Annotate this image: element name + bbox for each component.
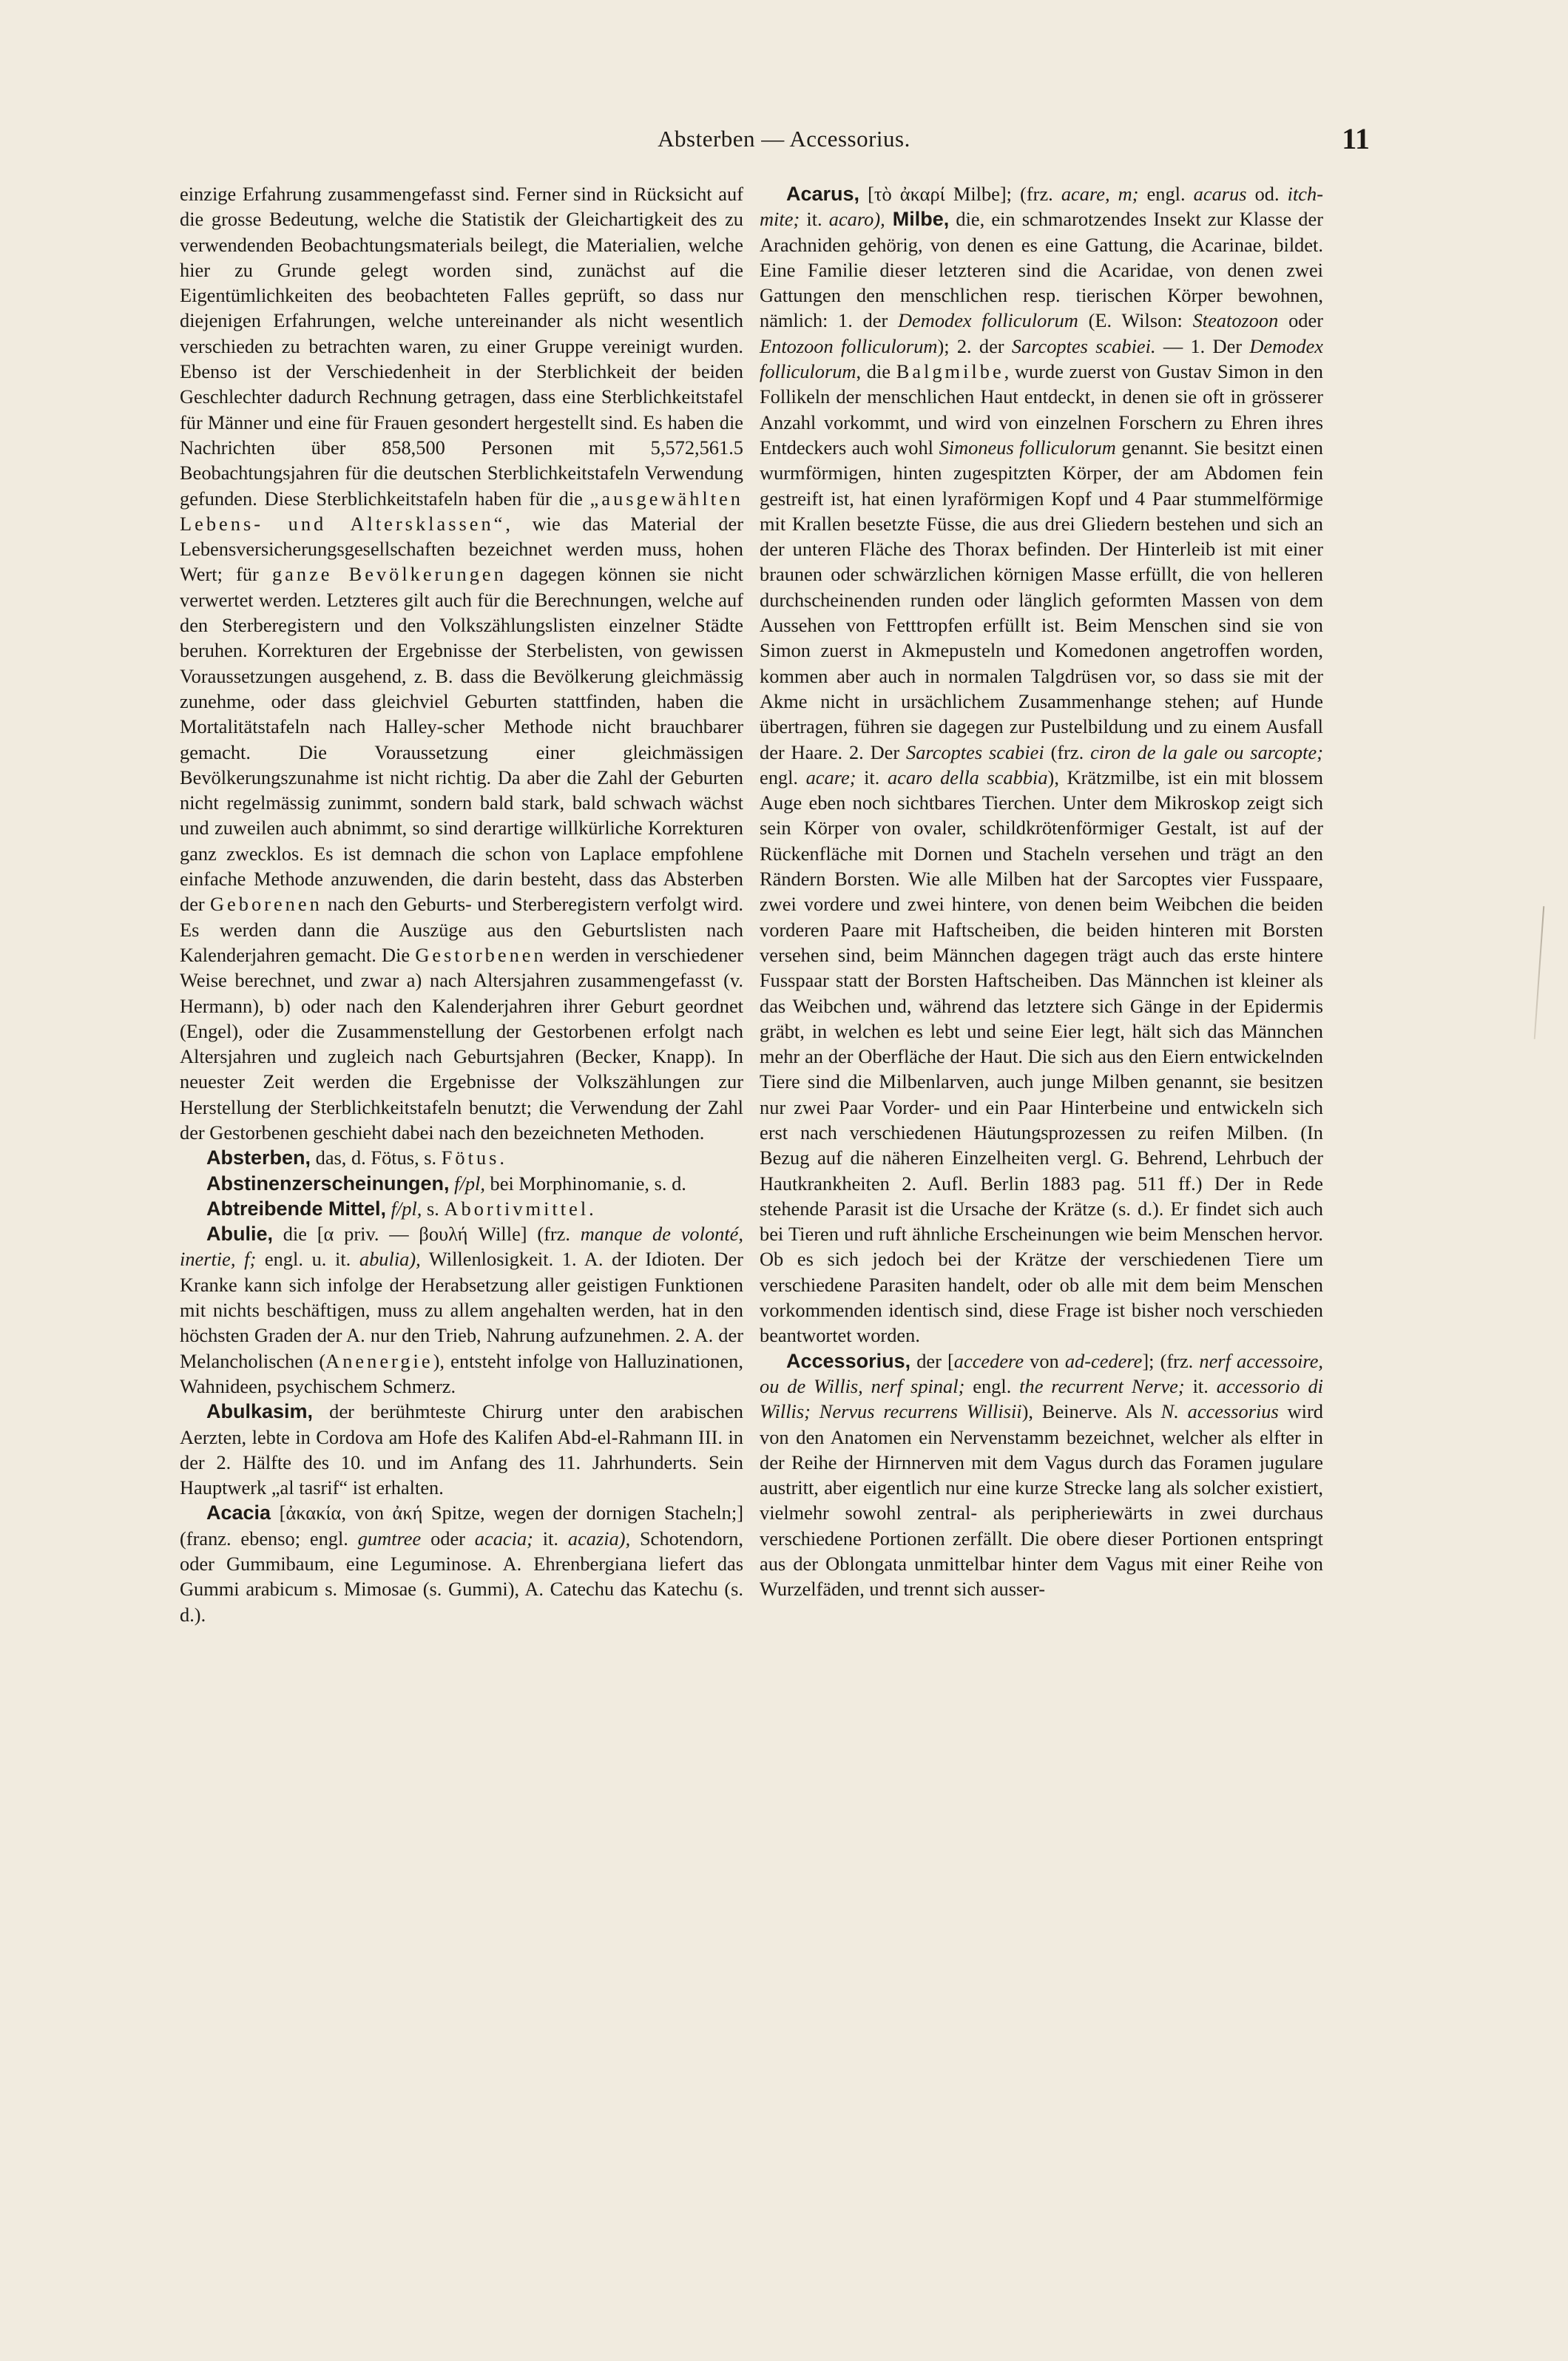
headword: Abtreibende Mittel, (206, 1197, 387, 1220)
running-title: Absterben — Accessorius. (658, 126, 910, 152)
entry-abulie: Abulie, die [α priv. — βουλή Wille] (frz. manque de volonté, inertie, f; engl. u. it. abulia), Willenlosigkeit. 1. A. der Idioten. Der Kranke kann sich infolge der Herabsetzung aller geistigen Funktionen mit nichts beschäftigen, muss zu allem angehalten werden, hat in den höchsten Graden der A. nur den Trieb, Nahrung aufzunehmen. 2. A. der Melancholischen (Anenergie), entsteht infolge von Halluzinationen, Wahnideen, psychischem Schmerz. (180, 1223, 743, 1397)
statistics-continuation: einzige Erfahrung zusammengefasst sind. Ferner sind in Rücksicht auf die grosse Bedeutung, welche die Statistik der Gleichartigkeit des zu verwendenden Beobachtungsmaterials beilegt, die Materialien, welche hier zu Grunde gelegt worden sind, zunächst auf die Eigentümlichkeiten des beobachteten Falles geprüft, so dass nur diejenigen Erfahrungen, welche untereinander als nicht wesentlich verschieden zu betrachten waren, zu einer Gruppe vereinigt wurden. Ebenso ist der Verschiedenheit in der Sterblichkeit der beiden Geschlechter dadurch Rechnung getragen, dass eine Sterblichkeitstafel für Männer und eine für Frauen gesondert hergestellt sind. Es haben die Nachrichten über 858,500 Personen mit 5,572,561.5 Beobachtungsjahren für die deutschen Sterblichkeitstafeln Verwendung gefunden. Diese Sterblichkeitstafeln haben für die „ausgewählten Lebens- und Altersklassen“, wie das Material der Lebensversicherungsgesellschaften bezeichnet werden muss, hohen Wert; für ganze Bevölkerungen dagegen können sie nicht verwertet werden. Letzteres gilt auch für die Berechnungen, welche auf den Sterberegistern und den Volkszählungslisten einzelner Städte beruhen. Korrekturen der Ergebnisse der Sterbelisten, von gewissen Voraussetzungen ausgehend, z. B. dass die Bevölkerung gleichmässig zunehme, oder dass gleichviel Geburten stattfinden, haben die Mortalitätstafeln nach Halley-scher Methode nicht brauchbarer gemacht. Die Voraussetzung einer gleichmässigen Bevölkerungszunahme ist nicht richtig. Da aber die Zahl der Geburten nicht regelmässig zunimmt, sondern bald stark, bald schwach wächst und zuweilen auch abnimmt, so sind derartige willkürliche Korrekturen ganz zwecklos. Es ist demnach die schon von Laplace empfohlene einfache Methode anzuwenden, die darin besteht, dass das Absterben der Geborenen nach den Geburts- und Sterberegistern verfolgt wird. Es werden dann die Auszüge aus den Geburtslisten nach Kalenderjahren gemacht. Die Gestorbenen werden in verschiedener Weise berechnet, und zwar a) nach Altersjahren zusammengefasst (v. Hermann), b) oder nach den Kalenderjahren ihrer Geburt geordnet (Engel), oder die Zusammenstellung der Gestorbenen erfolgt nach Altersjahren und zugleich nach Geburtsjahren (Becker, Knapp). In neuester Zeit werden die Ergebnisse der Volkszählungen zur Herstellung der Sterblichkeitstafeln benutzt; die Verwendung der Zahl der Gestorbenen geschieht dabei nach den bezeichneten Methoden. (180, 183, 743, 1144)
entry-abtreibende-mittel: Abtreibende Mittel, f/pl, s. Abortivmittel. (206, 1197, 597, 1220)
headword: Acarus, (786, 183, 860, 205)
headword: Abstinenzerscheinungen, (206, 1172, 450, 1195)
entry-accessorius: Accessorius, der [accedere von ad-cedere]; (frz. nerf accessoire, ou de Willis, nerf spinal; engl. the recurrent Nerve; it. accessorio di Willis; Nervus recurrens Willisii), Beinerve. Als N. accessorius wird von den Anatomen ein Nervenstamm bezeichnet, welcher als elfter in der Reihe der Hirnnerven mit dem Vagus durch das Foramen jugulare austritt, aber eigentlich nur eine kurze Strecke lang als solcher existiert, vielmehr sowohl zentral- als peripheriewärts in zwei durchaus verschiedene Portionen zerfällt. Die obere dieser Portionen entspringt aus der Oblongata unmittelbar hinter dem Vagus mit einer Reihe von Wurzelfäden, und trennt sich ausser- (760, 1349, 1324, 1601)
headword: Abulie, (206, 1223, 274, 1246)
headword: Acacia (206, 1502, 271, 1524)
entry-abulkasim: Abulkasim, der berühmteste Chirurg unter den arabischen Aerzten, lebte in Cordova am Hofe des Kalifen Abd-el-Rahmann III. in der 2. Hälfte des 10. und im Anfang des 11. Jahrhunderts. Sein Hauptwerk „al tasrif“ ist erhalten. (180, 1400, 743, 1499)
margin-pencil-mark (1534, 906, 1545, 1039)
entry-abstinenzerscheinungen: Abstinenzerscheinungen, f/pl, bei Morphinomanie, s. d. (206, 1172, 686, 1195)
page-number: 11 (1342, 122, 1370, 155)
headword: Abulkasim, (206, 1400, 314, 1423)
entry-acacia: Acacia [ἀκακία, von ἀκή Spitze, wegen der dornigen Stacheln;] (franz. ebenso; engl. gumtree oder acacia; it. acazia), Schotendorn, oder Gummibaum, eine Leguminose. A. Ehrenbergiana liefert das Gummi arabicum s. Mimosae (s. Gummi), A. Catechu das Katechu (s. d.). (180, 1502, 743, 1626)
right-column (760, 181, 1323, 1602)
headword: Absterben, (206, 1146, 311, 1169)
page-header (0, 121, 1568, 166)
entry-absterben: Absterben, das, d. Fötus, s. Fötus. (206, 1146, 508, 1169)
left-column (180, 181, 743, 1627)
headword: Milbe, (885, 208, 950, 231)
entry-acarus: Acarus, [τὸ ἀκαρί Milbe]; (frz. acare, m; engl. acarus od. itch-mite; it. acaro), Milbe, die, ein schmarotzendes Insekt zur Klasse der Arachniden gehörig, von denen es eine Gattung, die Acarinae, bildet. Eine Familie dieser letzteren sind die Acaridae, von denen zwei Gattungen den menschlichen resp. tierischen Körper bewohnen, nämlich: 1. der Demodex folliculorum (E. Wilson: Steatozoon oder Entozoon folliculorum); 2. der Sarcoptes scabiei. — 1. Der Demodex folliculorum, die Balgmilbe, wurde zuerst von Gustav Simon in den Follikeln der menschlichen Haut entdeckt, in denen sie oft in grösserer Anzahl vorkommt, und wird von einzelnen Forschern zu Ehren ihres Entdeckers auch wohl Simoneus folliculorum genannt. Sie besitzt einen wurmförmigen, hinten zugespitzten Körper, der am Abdomen fein gestreift ist, hat einen lyraförmigen Kopf und 4 Paar stummelförmige mit Krallen besetzte Füsse, die aus drei Gliedern bestehen und sich an der unteren Fläche des Thorax befinden. Der Hinterleib ist mit einer braunen oder schwärzlichen körnigen Masse erfüllt, die von helleren durchscheinenden runden oder länglich geformten Massen von dem Aussehen von Fetttropfen erfüllt ist. Beim Menschen sind sie von Simon zuerst in Akmepusteln und Komedonen angetroffen worden, kommen aber auch in normalen Talgdrüsen vor, so dass sie mit der Akme nicht in ursächlichem Zusammenhange stehen; auf Hunde übertragen, führen sie dagegen zur Pustelbildung und zu einem Ausfall der Haare. 2. Der Sarcoptes scabiei (frz. ciron de la gale ou sarcopte; engl. acare; it. acaro della scabbia), Krätzmilbe, ist ein mit blossem Auge eben noch sichtbares Tierchen. Unter dem Mikroskop zeigt sich sein Körper von ovaler, schildkrötenförmiger Gestalt, ist auf der Rückenfläche mit Dornen und Stacheln versehen und trägt an den Rändern Borsten. Wie alle Milben hat der Sarcoptes vier Fusspaare, zwei vordere und zwei hintere, von denen beim Weibchen die beiden vorderen Paare mit Haftscheiben, die beiden hinteren mit Borsten versehen sind, beim Männchen dagegen trägt auch das erste hintere Fusspaar statt der Borsten Haftscheiben. Das Männchen ist kleiner als das Weibchen und, während das letztere sich Gänge in der Epidermis gräbt, in welchen es lebt und seine Eier legt, hält sich das Männchen mehr an der Oberfläche der Haut. Die sich aus den Eiern entwickelnden Tiere sind die Milbenlarven, auch junge Milben genannt, sie besitzen nur zwei Paar Vorder- und ein Paar Hinterbeine und entwickeln sich erst nach verschiedenen Häutungsprozessen zu reifen Milben. (In Bezug auf die näheren Einzelheiten vergl. G. Behrend, Lehrbuch der Hautkrankheiten 2. Aufl. Berlin 1883 pag. 511 ff.) Der in Rede stehende Parasit ist die Ursache der Krätze (s. d.). Er findet sich auch bei Tieren und ruft ähnliche Erscheinungen wie beim Menschen hervor. Ob es sich jedoch bei der Krätze der verschiedenen Tiere um verschiedene Parasiten handelt, oder ob alle mit dem beim Menschen vorkommenden identisch sind, diese Frage ist bisher noch verschieden beantwortet worden. (760, 183, 1324, 1347)
headword: Accessorius, (786, 1349, 911, 1372)
